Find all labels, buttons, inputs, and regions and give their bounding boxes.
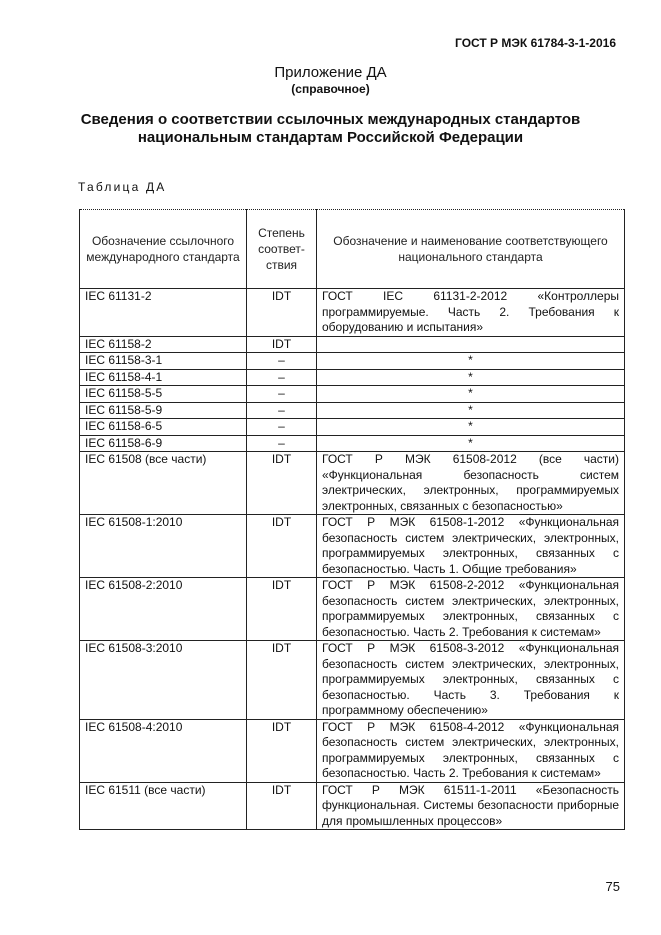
- national-standard-cell: ГОСТ Р МЭК 61511-1-2011 «Безопасность функциональная. Системы безопасности приборные для промышленных процессов»: [317, 782, 625, 830]
- degree-cell: –: [247, 353, 317, 370]
- degree-cell: IDT: [247, 336, 317, 353]
- heading-line-1: Сведения о соответствии ссылочных международных стандартов: [80, 111, 581, 128]
- table-row: [80, 353, 625, 370]
- table-row: [80, 289, 625, 337]
- degree-cell: –: [247, 419, 317, 436]
- table-row: [80, 402, 625, 419]
- reference-standard-cell: IEC 61158-6-9: [80, 435, 247, 452]
- reference-standard-cell: IEC 61158-5-9: [80, 402, 247, 419]
- degree-cell: IDT: [247, 515, 317, 578]
- table-row: [80, 336, 625, 353]
- national-standard-cell: *: [317, 369, 625, 386]
- heading-line-2: национальным стандартам Российской Федерации: [137, 129, 524, 146]
- table-label: Таблица ДА: [78, 180, 167, 194]
- reference-standard-cell: IEC 61508-4:2010: [80, 719, 247, 782]
- degree-cell: IDT: [247, 641, 317, 720]
- table-row: [80, 719, 625, 782]
- table-row: [80, 641, 625, 720]
- national-standard-cell: ГОСТ Р МЭК 61508-3-2012 «Функциональная безопасность систем электрических, электронных, программируемых электронных, связанных с безопасностью. Часть 3. Требования к программному обеспечению»: [317, 641, 625, 720]
- appendix-title: Приложение ДА: [274, 64, 387, 81]
- national-standard-cell: ГОСТ Р МЭК 61508-2-2012 «Функциональная безопасность систем электрических, электронных, программируемых электронных, связанных с безопасностью. Часть 2. Требования к системам»: [317, 578, 625, 641]
- table-row: [80, 452, 625, 515]
- national-standard-cell: ГОСТ Р МЭК 61508-1-2012 «Функциональная безопасность систем электрических, электронных, программируемых электронных, связанных с безопасностью. Часть 1. Общие требования»: [317, 515, 625, 578]
- degree-cell: IDT: [247, 782, 317, 830]
- reference-standard-cell: IEC 61158-2: [80, 336, 247, 353]
- reference-standard-cell: IEC 61131-2: [80, 289, 247, 337]
- reference-standard-cell: IEC 61508-1:2010: [80, 515, 247, 578]
- degree-cell: –: [247, 369, 317, 386]
- national-standard-cell: ГОСТ IEC 61131-2-2012 «Контроллеры программируемые. Часть 2. Требования к оборудованию и испытания»: [317, 289, 625, 337]
- reference-standard-cell: IEC 61158-4-1: [80, 369, 247, 386]
- national-standard-cell: *: [317, 419, 625, 436]
- reference-standard-cell: IEC 61508-3:2010: [80, 641, 247, 720]
- table-row: [80, 369, 625, 386]
- degree-cell: IDT: [247, 452, 317, 515]
- table-row: [80, 435, 625, 452]
- table-header-row: [80, 210, 625, 289]
- table-row: [80, 515, 625, 578]
- table-row: [80, 386, 625, 403]
- page-number: 75: [605, 879, 620, 894]
- reference-standard-cell: IEC 61158-5-5: [80, 386, 247, 403]
- header-reference-standard: Обозначение ссылочного международного стандарта: [80, 210, 247, 289]
- national-standard-cell: *: [317, 402, 625, 419]
- degree-cell: –: [247, 402, 317, 419]
- national-standard-cell: *: [317, 435, 625, 452]
- degree-cell: IDT: [247, 719, 317, 782]
- degree-cell: –: [247, 435, 317, 452]
- national-standard-cell: *: [317, 386, 625, 403]
- degree-cell: IDT: [247, 578, 317, 641]
- degree-cell: IDT: [247, 289, 317, 337]
- table-row: [80, 578, 625, 641]
- table-row: [80, 782, 625, 830]
- standard-id: ГОСТ Р МЭК 61784-3-1-2016: [455, 36, 616, 50]
- header-national-standard: Обозначение и наименование соответствующего национального стандарта: [317, 210, 625, 289]
- reference-standard-cell: IEC 61508-2:2010: [80, 578, 247, 641]
- appendix-heading: [0, 111, 661, 147]
- correspondence-table: [79, 209, 625, 830]
- reference-standard-cell: IEC 61158-6-5: [80, 419, 247, 436]
- national-standard-cell: [317, 336, 625, 353]
- reference-standard-cell: IEC 61508 (все части): [80, 452, 247, 515]
- national-standard-cell: ГОСТ Р МЭК 61508-4-2012 «Функциональная безопасность систем электрических, электронных, программируемых электронных, связанных с безопасностью. Часть 2. Требования к системам»: [317, 719, 625, 782]
- reference-standard-cell: IEC 61158-3-1: [80, 353, 247, 370]
- reference-standard-cell: IEC 61511 (все части): [80, 782, 247, 830]
- degree-cell: –: [247, 386, 317, 403]
- header-degree: Степень соответ-ствия: [247, 210, 317, 289]
- national-standard-cell: ГОСТ Р МЭК 61508-2012 (все части) «Функциональная безопасность систем электрических, электронных, программируемых электронных, связанных с безопасностью»: [317, 452, 625, 515]
- appendix-subtitle: (справочное): [291, 82, 370, 96]
- table-row: [80, 419, 625, 436]
- national-standard-cell: *: [317, 353, 625, 370]
